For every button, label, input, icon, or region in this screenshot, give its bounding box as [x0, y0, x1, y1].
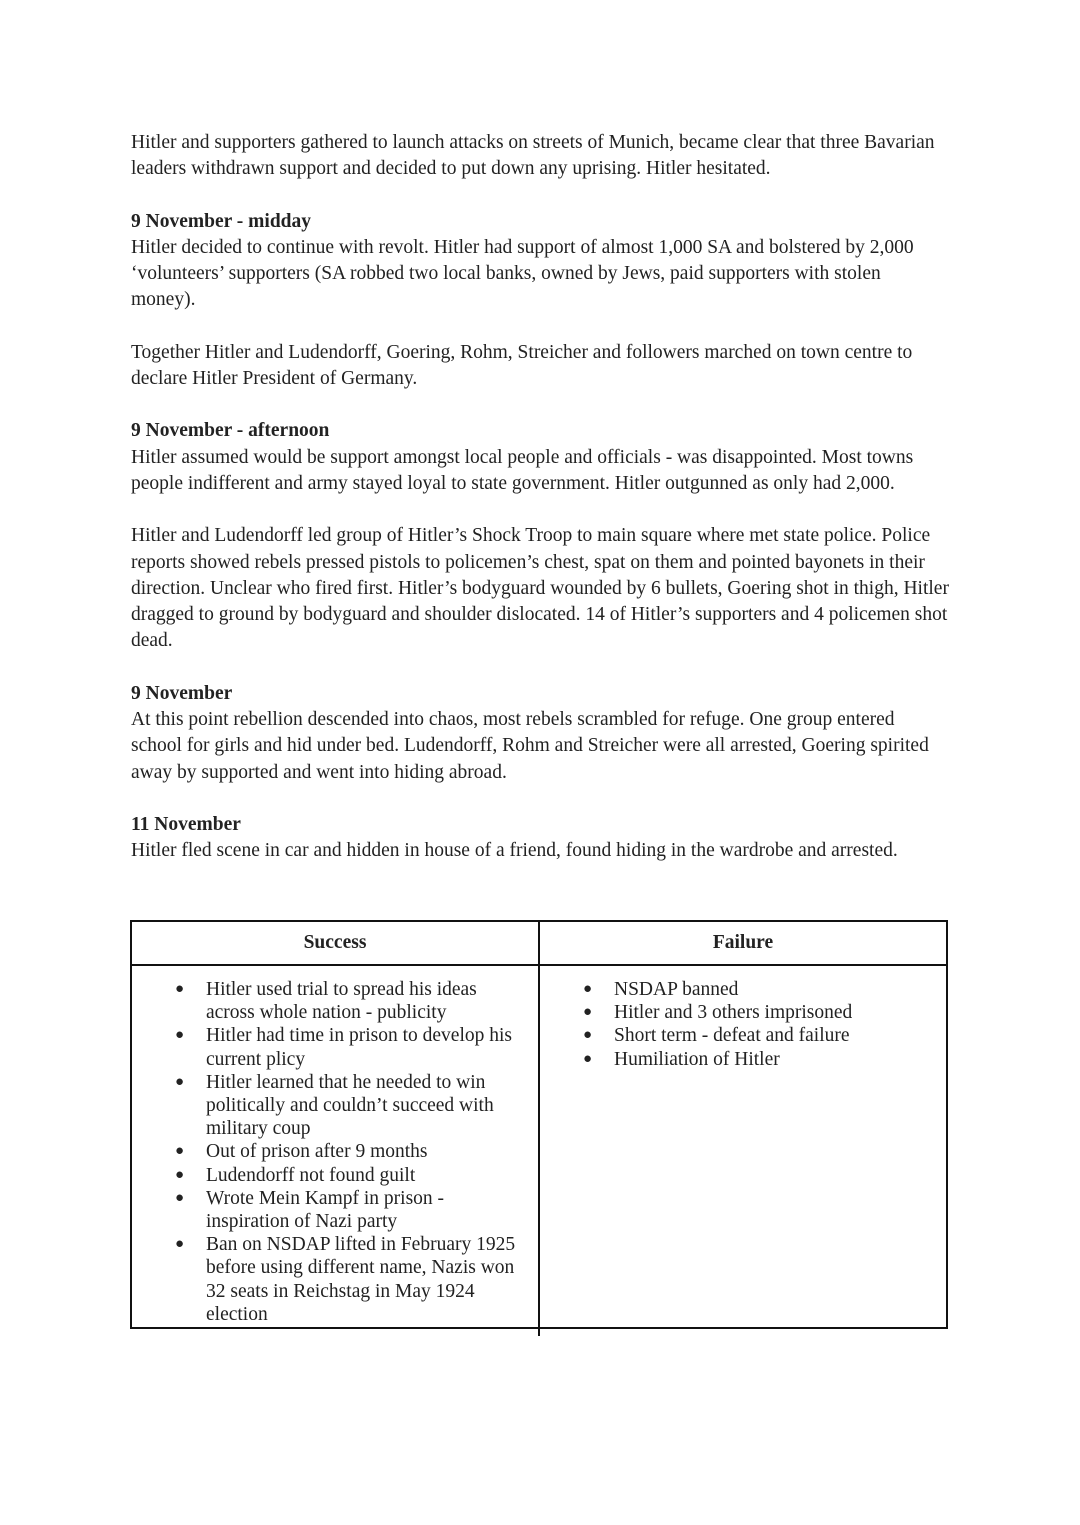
- paragraph-text: Hitler and supporters gathered to launch attacks on streets of Munich, became clear that three Bavarian leaders withdrawn support and decided to put down any uprising. Hitler hesitated.: [131, 132, 935, 180]
- paragraph-text: At this point rebellion descended into chaos, most rebels scrambled for refuge. One group entered school for girls and hid under bed. Ludendorff, Rohm and Streicher were all arrested, Goering spirited away by supported and went into hiding abroad.: [131, 709, 929, 783]
- success-failure-table: [130, 920, 948, 1329]
- section-heading: 9 November - afternoon: [131, 420, 330, 442]
- paragraph-text: Hitler and Ludendorff led group of Hitler’s Shock Troop to main square where met state police. Police reports showed rebels pressed pistols to policemen’s chest, spat on them and pointed bayonets in their direction. Unclear who fired first. Hitler’s bodyguard wounded by 6 bullets, Goering shot in thigh, Hitler dragged to ground by bodyguard and shoulder dislocated. 14 of Hitler’s supporters and 4 policemen shot dead.: [131, 525, 949, 652]
- failure-item: ● NSDAP banned: [614, 978, 932, 1001]
- success-item: ● Wrote Mein Kampf in prison - inspiration of Nazi party: [206, 1187, 524, 1233]
- paragraph-text: Hitler decided to continue with revolt. Hitler had support of almost 1,000 SA and bolstered by 2,000 ‘volunteers’ supporters (SA robbed two local banks, owned by Jews, paid supporters with stolen money).: [131, 236, 914, 311]
- section-9-november: [131, 681, 949, 786]
- success-item: ● Hitler had time in prison to develop his current plicy: [206, 1024, 524, 1070]
- success-item: ● Out of prison after 9 months: [206, 1140, 524, 1163]
- document-body: [131, 130, 949, 891]
- section-heading: 9 November - midday: [131, 210, 312, 232]
- section-11-november: [131, 812, 949, 865]
- failure-item: ● Short term - defeat and failure: [614, 1024, 932, 1047]
- paragraph-text: Hitler assumed would be support amongst local people and officials - was disappointed. Most towns people indifferent and army stayed loyal to state government. Hitler outgunned as only had 2,000.: [131, 446, 914, 494]
- failure-cell: [539, 965, 946, 1336]
- paragraph-shootout: [131, 523, 949, 654]
- section-heading: 11 November: [131, 813, 241, 835]
- paragraph-march: [131, 340, 949, 393]
- section-heading: 9 November: [131, 682, 233, 704]
- section-afternoon: [131, 418, 949, 497]
- paragraph-text: Together Hitler and Ludendorff, Goering, Rohm, Streicher and followers marched on town centre to declare Hitler President of Germany.: [131, 341, 913, 390]
- failure-header: Failure: [539, 922, 946, 965]
- success-item: ● Hitler learned that he needed to win politically and couldn’t succeed with military coup: [206, 1071, 524, 1141]
- section-midday: [131, 209, 949, 314]
- success-item: ● Ban on NSDAP lifted in February 1925 before using different name, Nazis won 32 seats in Reichstag in May 1924 election: [206, 1233, 524, 1326]
- success-item: ● Ludendorff not found guilt: [206, 1164, 524, 1187]
- failure-item: ● Humiliation of Hitler: [614, 1048, 932, 1071]
- success-list: [132, 978, 524, 1326]
- paragraph-text: Hitler fled scene in car and hidden in house of a friend, found hiding in the wardrobe and arrested.: [131, 840, 898, 862]
- failure-list: [540, 978, 932, 1071]
- paragraph-munich-gathering: [131, 130, 949, 183]
- success-header: Success: [132, 922, 539, 965]
- success-cell: [132, 965, 539, 1336]
- failure-item: ● Hitler and 3 others imprisoned: [614, 1001, 932, 1024]
- success-item: ● Hitler used trial to spread his ideas across whole nation - publicity: [206, 978, 524, 1024]
